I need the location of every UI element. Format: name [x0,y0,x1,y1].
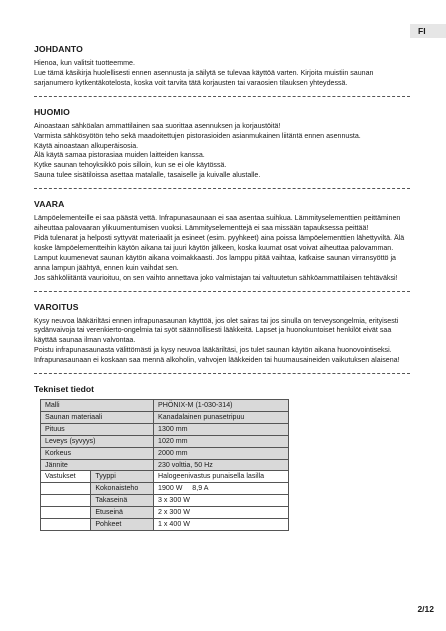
spec-group-cell [41,519,91,531]
table-row [41,459,289,471]
section-title: VAARA [34,199,65,210]
section-divider [34,291,410,292]
specs-table [40,399,289,531]
spec-label: Jännite [41,459,154,471]
paragraph: Poistu infrapunasaunasta välittömästi ja kysy neuvoa lääkäriltäsi, jos tulet saunan käytön aikana huonovointiseksi. [34,346,392,355]
paragraph: Lämpöelementeille ei saa päästä vettä. Infrapunasaunaan ei saa asentaa suihkua. Lämmityselementtien peittäminen aiheuttaa palovaaran ylikuumentumisen vuoksi. Lämmityselementtejä ei saa missään tapauksessa peittää! [34,214,401,233]
spec-value: 1300 mm [154,423,289,435]
section-varoitus [34,302,410,367]
section-johdanto [34,44,410,89]
paragraph: Lamput kuumenevat saunan käytön aikana voimakkaasti. Jos lamppu pitää vaihtaa, katkaise saunan virransyöttö ja anna lampun jäähtyä, ennen kuin vaihdat sen. [34,253,396,272]
section-divider [34,373,410,374]
spec-value: 1 x 400 W [154,519,289,531]
spec-sub-label: Tyyppi [91,471,154,483]
section-divider [34,188,410,189]
page-number: 2/12 [417,604,434,614]
paragraph: Lue tämä käsikirja huolellisesti ennen asennusta ja säilytä se tulevaa käyttöä varten. Kirjoita muistiin saunan sarjanumero kytkentäkotelosta, koska voit tarvita tätä korjausten tai varaosien tilauksen yhteydessä. [34,68,374,87]
paragraph: Älä käytä samaa pistorasiaa muiden laitteiden kanssa. [34,151,205,160]
paragraph: Kytke saunan tehoyksikkö pois silloin, kun se ei ole käytössä. [34,161,227,170]
spec-value: 1900 W 8,9 A [154,483,289,495]
table-row [41,495,289,507]
table-row [41,507,289,519]
paragraph: Jos sähköliitäntä vaurioituu, on sen vaihto annettava joko valmistajan tai valtuutetun sähköammattilaisen tehtäväksi! [34,273,398,282]
table-row [41,435,289,447]
spec-value: Halogeenivastus punaisella lasilla [154,471,289,483]
paragraph: Hienoa, kun valitsit tuotteemme. [34,59,135,67]
section-specs [34,384,410,531]
spec-sub-label: Pohkeet [91,519,154,531]
table-row [41,411,289,423]
spec-value: 2 x 300 W [154,507,289,519]
table-row [41,447,289,459]
spec-label: Saunan materiaali [41,411,154,423]
section-title: HUOMIO [34,106,70,117]
section-title: JOHDANTO [34,44,83,54]
spec-label: Malli [41,400,154,412]
spec-label: Leveys (syvyys) [41,435,154,447]
paragraph: Infrapunasaunaan ei koskaan saa mennä alkoholin, vahvojen lääkkeiden tai huumausaineiden vaikutuksen alaisena! [34,356,400,365]
paragraph: Pidä tulenarat ja helposti syttyvät materiaalit ja esineet (esim. pyyhkeet) aina poissa lämpöelementtien lähettyviltä. Älä koske lämpöelementteihin käytön aikana tai juuri käytön jälkeen, koska kuumat osat voivat aiheuttaa palovamman. [34,233,405,252]
spec-value: 1020 mm [154,435,289,447]
spec-value: 230 volttia, 50 Hz [154,459,289,471]
spec-value: 2000 mm [154,447,289,459]
spec-sub-label: Kokonaisteho [91,483,154,495]
spec-group-label: Vastukset [41,471,91,483]
paragraph: Kysy neuvoa lääkäriltäsi ennen infrapunasaunan käyttöä, jos olet sairas tai jos sinulla on terveysongelmia, erityisesti sydänvaivoja tai verenkierto-ongelmia tai syöt säännöllisesti lääkkeitä. Lapset ja huonokuntoiset henkilöt eivät saa käyttää saunaa ilman valvontaa. [34,316,399,345]
section-title: VAROITUS [34,301,79,312]
spec-sub-label: Takaseinä [91,495,154,507]
spec-value: PHÖNIX-M (1-030-314) [154,400,289,412]
spec-sub-label: Etuseinä [91,507,154,519]
paragraph: Sauna tulee sisätiloissa asettaa matalalle, tasaiselle ja kuivalle alustalle. [34,171,261,180]
table-row [41,471,289,483]
table-row [41,423,289,435]
paragraph: Ainoastaan sähköalan ammattilainen saa suorittaa asennuksen ja korjaustöitä! [34,121,281,130]
paragraph: Varmista sähkösyötön teho sekä maadoitettujen pistorasioiden asianmukainen liitäntä ennen asennusta. [34,131,361,140]
section-huomio [34,107,410,181]
table-row [41,519,289,531]
document-body [34,44,410,531]
spec-group-cell [41,495,91,507]
spec-group-cell [41,483,91,495]
table-row [41,483,289,495]
paragraph: Käytä ainoastaan alkuperäisosia. [34,141,139,150]
section-divider [34,96,410,97]
section-vaara [34,199,410,283]
spec-group-cell [41,507,91,519]
spec-label: Pituus [41,423,154,435]
specs-title: Tekniset tiedot [34,384,95,395]
spec-label: Korkeus [41,447,154,459]
spec-value: Kanadalainen punasetripuu [154,411,289,423]
language-tab: FI [410,24,446,38]
table-row [41,400,289,412]
spec-value: 3 x 300 W [154,495,289,507]
